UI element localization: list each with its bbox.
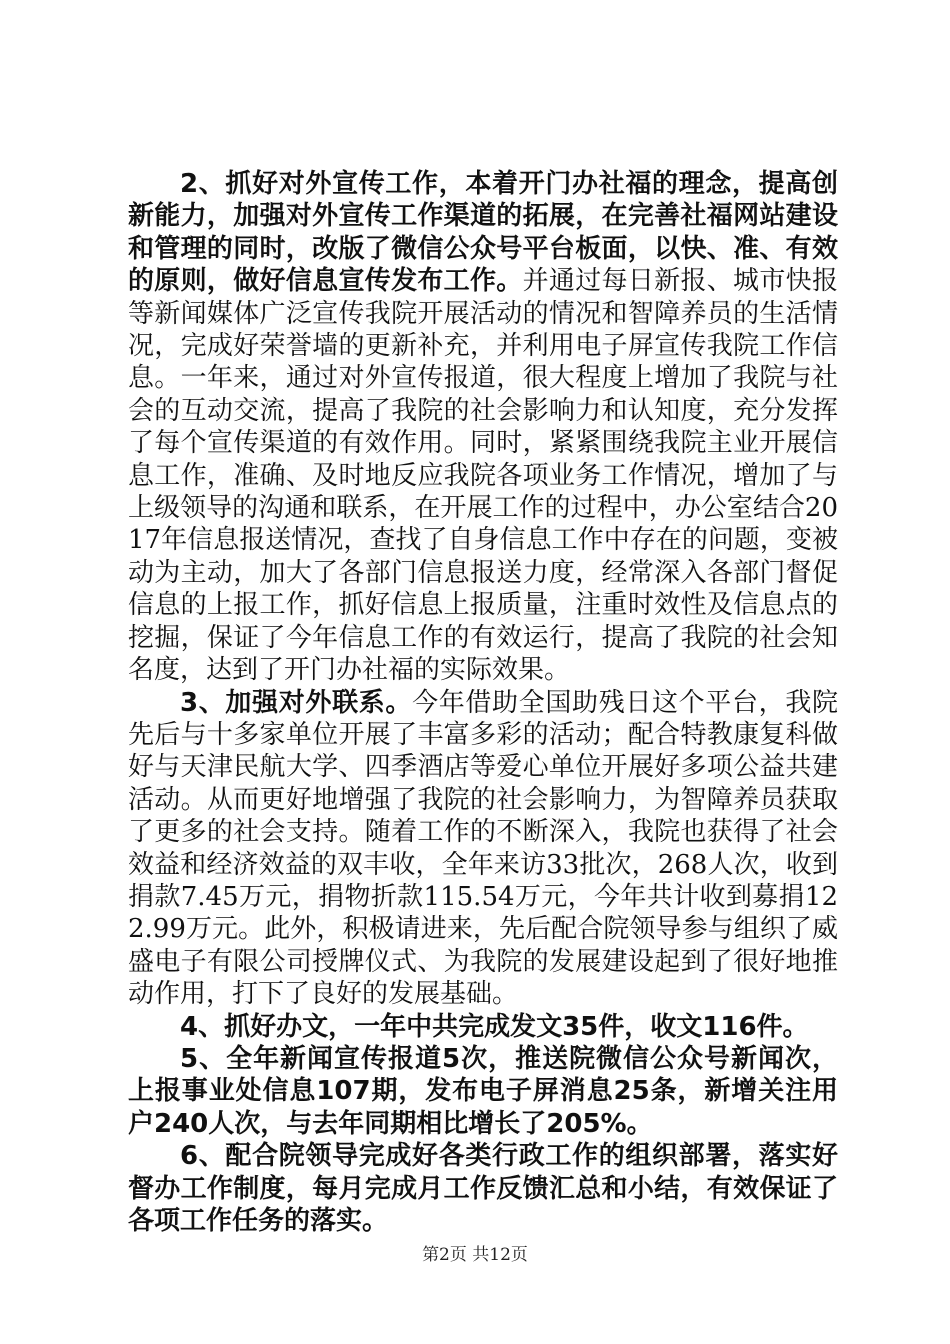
paragraph-admin-work xyxy=(128,1140,838,1237)
paragraph-external-contact xyxy=(128,687,838,1011)
paragraph-heading: 5、全年新闻宣传报道5次，推送院微信公众号新闻次，上报事业处信息107期，发布电子屏消息25条，新增关注用户240人次，与去年同期相比增长了205%。 xyxy=(128,1043,838,1139)
paragraph-external-publicity xyxy=(128,168,838,687)
page-footer: 第2页 共12页 xyxy=(422,1245,528,1265)
paragraph-heading: 3、加强对外联系。 xyxy=(180,687,413,718)
paragraph-heading: 4、抓好办文，一年中共完成发文35件，收文116件。 xyxy=(180,1011,809,1042)
paragraph-document-handling xyxy=(128,1011,838,1043)
paragraph-heading: 6、配合院领导完成好各类行政工作的组织部署，落实好督办工作制度，每月完成月工作反馈汇总和小结，有效保证了各项工作任务的落实。 xyxy=(128,1141,838,1236)
paragraph-news-reports xyxy=(128,1043,838,1140)
document-body xyxy=(128,168,838,1237)
paragraph-text: 并通过每日新报、城市快报等新闻媒体广泛宣传我院开展活动的情况和智障养员的生活情况，完成好荣誉墙的更新补充，并利用电子屏宣传我院工作信息。一年来，通过对外宣传报道，很大程度上增加了我院与社会的互动交流，提高了我院的社会影响力和认知度，充分发挥了每个宣传渠道的有效作用。同时，紧紧围绕我院主业开展信息工作，准确、及时地反应我院各项业务工作情况，增加了与上级领导的沟通和联系，在开展工作的过程中，办公室结合2017年信息报送情况，查找了自身信息工作中存在的问题，变被动为主动，加大了各部门信息报送力度，经常深入各部门督促信息的上报工作，抓好信息上报质量，注重时效性及信息点的挖掘，保证了今年信息工作的有效运行，提高了我院的社会知名度，达到了开门办社福的实际效果。 xyxy=(128,266,838,686)
paragraph-text: 今年借助全国助残日这个平台，我院先后与十多家单位开展了丰富多彩的活动；配合特教康复科做好与天津民航大学、四季酒店等爱心单位开展好多项公益共建活动。从而更好地增强了我院的社会影响力，为智障养员获取了更多的社会支持。随着工作的不断深入，我院也获得了社会效益和经济效益的双丰收，全年来访33批次，268人次，收到捐款7.45万元，捐物折款115.54万元，今年共计收到募捐122.99万元。此外，积极请进来，先后配合院领导参与组织了威盛电子有限公司授牌仪式、为我院的发展建设起到了很好地推动作用，打下了良好的发展基础。 xyxy=(128,687,838,1010)
paragraph-heading: 2、抓好对外宣传工作，本着开门办社福的理念，提高创新能力，加强对外宣传工作渠道的拓展，在完善社福网站建设和管理的同时，改版了微信公众号平台板面，以快、准、有效的原则，做好信息宣传发布工作。 xyxy=(128,169,838,297)
